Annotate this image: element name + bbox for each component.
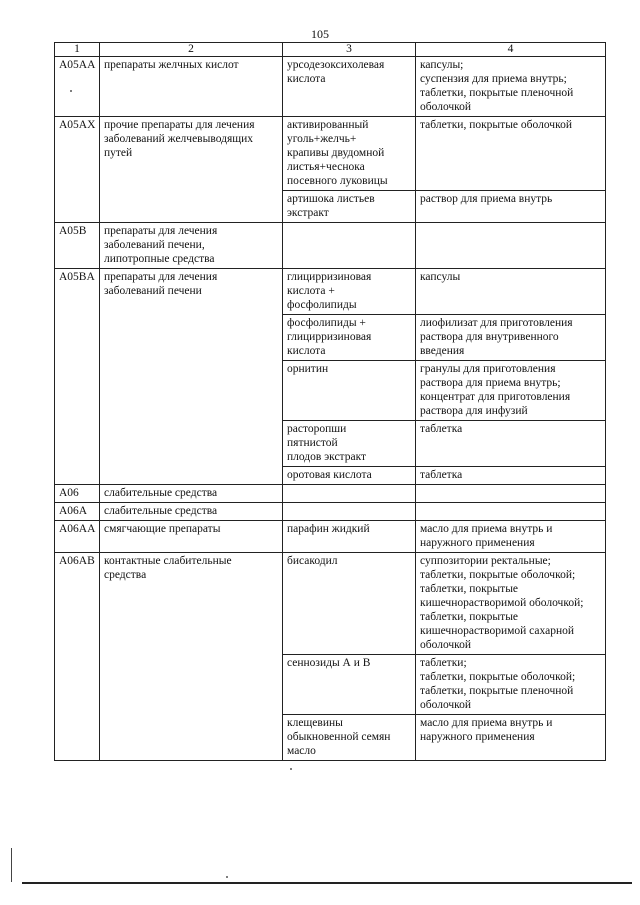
column-number-4: 4	[416, 43, 606, 57]
substance-cell: глицирризиновая кислота + фосфолипиды	[283, 269, 416, 315]
substance-cell: бисакодил	[283, 553, 416, 655]
column-number-row	[55, 43, 606, 57]
atc-code-cell: A06A	[55, 503, 100, 521]
group-name-cell: препараты желчных кислот	[100, 57, 283, 117]
atc-code-cell: A05BA	[55, 269, 100, 485]
table-row	[55, 553, 606, 655]
group-name-cell: прочие препараты для лечения заболеваний желчевыводящих путей	[100, 117, 283, 223]
substance-cell: фосфолипиды + глицирризиновая кислота	[283, 315, 416, 361]
substance-cell: расторопши пятнистой плодов экстракт	[283, 421, 416, 467]
table-row	[55, 57, 606, 117]
bottom-scan-line	[22, 882, 632, 884]
column-number-3: 3	[283, 43, 416, 57]
table-row	[55, 503, 606, 521]
group-name-cell: контактные слабительные средства	[100, 553, 283, 761]
group-name-cell: смягчающие препараты	[100, 521, 283, 553]
dosage-form-cell: таблетка	[416, 467, 606, 485]
atc-code-cell: A05AX	[55, 117, 100, 223]
group-name-cell: препараты для лечения заболеваний печени, липотропные средства	[100, 223, 283, 269]
substance-cell	[283, 223, 416, 269]
substance-cell: парафин жидкий	[283, 521, 416, 553]
atc-code-cell: A06AB	[55, 553, 100, 761]
scan-speck	[290, 768, 292, 770]
dosage-form-cell: суппозитории ректальные; таблетки, покрытые оболочкой; таблетки, покрытые кишечнорастворимой оболочкой; таблетки, покрытые кишечнорастворимой сахарной оболочкой	[416, 553, 606, 655]
page-number: 105	[311, 27, 329, 41]
substance-cell	[283, 503, 416, 521]
substance-cell: орнитин	[283, 361, 416, 421]
dosage-form-cell	[416, 485, 606, 503]
substance-cell: урсодезоксихолевая кислота	[283, 57, 416, 117]
table-row	[55, 521, 606, 553]
atc-code-cell: A05B	[55, 223, 100, 269]
medication-table	[54, 42, 606, 761]
dosage-form-cell: раствор для приема внутрь	[416, 191, 606, 223]
atc-code-cell: A05AA	[55, 57, 100, 117]
dosage-form-cell: таблетки; таблетки, покрытые оболочкой; таблетки, покрытые пленочной оболочкой	[416, 655, 606, 715]
dosage-form-cell: масло для приема внутрь и наружного применения	[416, 715, 606, 761]
table-row	[55, 485, 606, 503]
atc-code-cell: A06	[55, 485, 100, 503]
scan-speck	[226, 876, 228, 878]
dosage-form-cell: масло для приема внутрь и наружного применения	[416, 521, 606, 553]
dosage-form-cell: гранулы для приготовления раствора для приема внутрь; концентрат для приготовления раствора для инфузий	[416, 361, 606, 421]
dosage-form-cell: таблетки, покрытые оболочкой	[416, 117, 606, 191]
scan-speck	[70, 90, 72, 92]
group-name-cell: препараты для лечения заболеваний печени	[100, 269, 283, 485]
group-name-cell: слабительные средства	[100, 503, 283, 521]
dosage-form-cell: таблетка	[416, 421, 606, 467]
dosage-form-cell	[416, 223, 606, 269]
substance-cell: активированный уголь+желчь+ крапивы двудомной листья+чеснока посевного луковицы	[283, 117, 416, 191]
column-number-1: 1	[55, 43, 100, 57]
table-row	[55, 223, 606, 269]
substance-cell: клещевины обыкновенной семян масло	[283, 715, 416, 761]
margin-mark	[11, 848, 12, 882]
column-number-2: 2	[100, 43, 283, 57]
dosage-form-cell: лиофилизат для приготовления раствора для внутривенного введения	[416, 315, 606, 361]
atc-code-cell: A06AA	[55, 521, 100, 553]
table-row	[55, 117, 606, 191]
dosage-form-cell: капсулы; суспензия для приема внутрь; таблетки, покрытые пленочной оболочкой	[416, 57, 606, 117]
group-name-cell: слабительные средства	[100, 485, 283, 503]
dosage-form-cell	[416, 503, 606, 521]
table-row	[55, 269, 606, 315]
dosage-form-cell: капсулы	[416, 269, 606, 315]
substance-cell: сеннозиды А и В	[283, 655, 416, 715]
substance-cell: артишока листьев экстракт	[283, 191, 416, 223]
substance-cell	[283, 485, 416, 503]
substance-cell: оротовая кислота	[283, 467, 416, 485]
